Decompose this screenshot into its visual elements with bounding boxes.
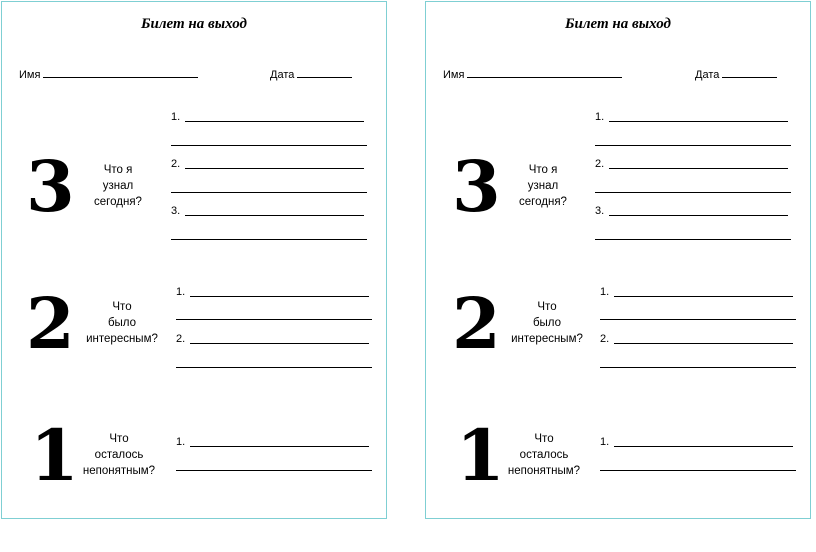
item-number: 1. [171, 111, 181, 123]
name-field[interactable] [19, 66, 198, 81]
answer-line[interactable] [185, 168, 364, 169]
question-learned [513, 162, 573, 210]
exit-ticket-card-left [1, 1, 387, 519]
question-line: непонятным? [82, 465, 156, 477]
item-number: 2. [171, 158, 181, 170]
answer-line[interactable] [171, 192, 367, 193]
answer-line[interactable] [609, 121, 788, 122]
question-unclear [78, 431, 160, 479]
question-line: сегодня? [519, 196, 567, 208]
question-line: непонятным? [507, 465, 581, 477]
item-number: 2. [176, 333, 186, 345]
question-interesting [82, 299, 162, 347]
question-interesting [507, 299, 587, 347]
section-number-1: 1 [30, 414, 79, 497]
question-line: Что [534, 433, 554, 445]
answer-line[interactable] [595, 145, 791, 146]
name-field[interactable] [443, 66, 622, 81]
question-line: было [532, 317, 562, 329]
item-number: 1. [600, 436, 610, 448]
name-line[interactable] [467, 66, 622, 78]
date-line[interactable] [297, 66, 352, 78]
answer-line[interactable] [176, 319, 372, 320]
date-field[interactable] [270, 66, 352, 81]
answer-line[interactable] [171, 145, 367, 146]
answer-line[interactable] [614, 446, 793, 447]
answer-line[interactable] [185, 215, 364, 216]
section-number-3: 3 [26, 145, 75, 228]
answer-line[interactable] [600, 470, 796, 471]
item-number: 1. [176, 436, 186, 448]
answer-line[interactable] [614, 343, 793, 344]
name-line[interactable] [43, 66, 198, 78]
question-line: Что [112, 301, 132, 313]
answer-line[interactable] [176, 470, 372, 471]
section-number-3: 3 [452, 145, 501, 228]
date-label: Дата [695, 69, 720, 81]
date-field[interactable] [695, 66, 777, 81]
exit-ticket-card-right [425, 1, 811, 519]
question-line: интересным? [511, 333, 583, 345]
answer-line[interactable] [600, 319, 796, 320]
question-learned [88, 162, 148, 210]
item-number: 3. [595, 205, 605, 217]
answer-line[interactable] [190, 296, 369, 297]
name-label: Имя [19, 69, 41, 81]
question-line: узнал [102, 180, 134, 192]
answer-line[interactable] [614, 296, 793, 297]
question-line: Что я [103, 164, 133, 176]
answer-line[interactable] [595, 192, 791, 193]
answer-line[interactable] [176, 367, 372, 368]
item-number: 1. [600, 286, 610, 298]
answer-line[interactable] [609, 215, 788, 216]
section-number-1: 1 [456, 414, 505, 497]
question-line: Что я [528, 164, 558, 176]
section-number-2: 2 [452, 282, 501, 365]
question-line: узнал [527, 180, 559, 192]
question-line: осталось [519, 449, 569, 461]
item-number: 1. [595, 111, 605, 123]
item-number: 3. [171, 205, 181, 217]
card-title: Билет на выход [564, 16, 671, 32]
answer-line[interactable] [190, 446, 369, 447]
name-label: Имя [443, 69, 465, 81]
answer-line[interactable] [600, 367, 796, 368]
question-line: Что [109, 433, 129, 445]
question-line: Что [537, 301, 557, 313]
answer-line[interactable] [185, 121, 364, 122]
date-line[interactable] [722, 66, 777, 78]
question-line: было [107, 317, 137, 329]
item-number: 2. [595, 158, 605, 170]
card-title: Билет на выход [140, 16, 247, 32]
answer-line[interactable] [171, 239, 367, 240]
date-label: Дата [270, 69, 295, 81]
answer-line[interactable] [609, 168, 788, 169]
item-number: 1. [176, 286, 186, 298]
question-line: осталось [94, 449, 144, 461]
item-number: 2. [600, 333, 610, 345]
question-line: интересным? [86, 333, 158, 345]
answer-line[interactable] [595, 239, 791, 240]
answer-line[interactable] [190, 343, 369, 344]
question-line: сегодня? [94, 196, 142, 208]
section-number-2: 2 [26, 282, 75, 365]
question-unclear [503, 431, 585, 479]
